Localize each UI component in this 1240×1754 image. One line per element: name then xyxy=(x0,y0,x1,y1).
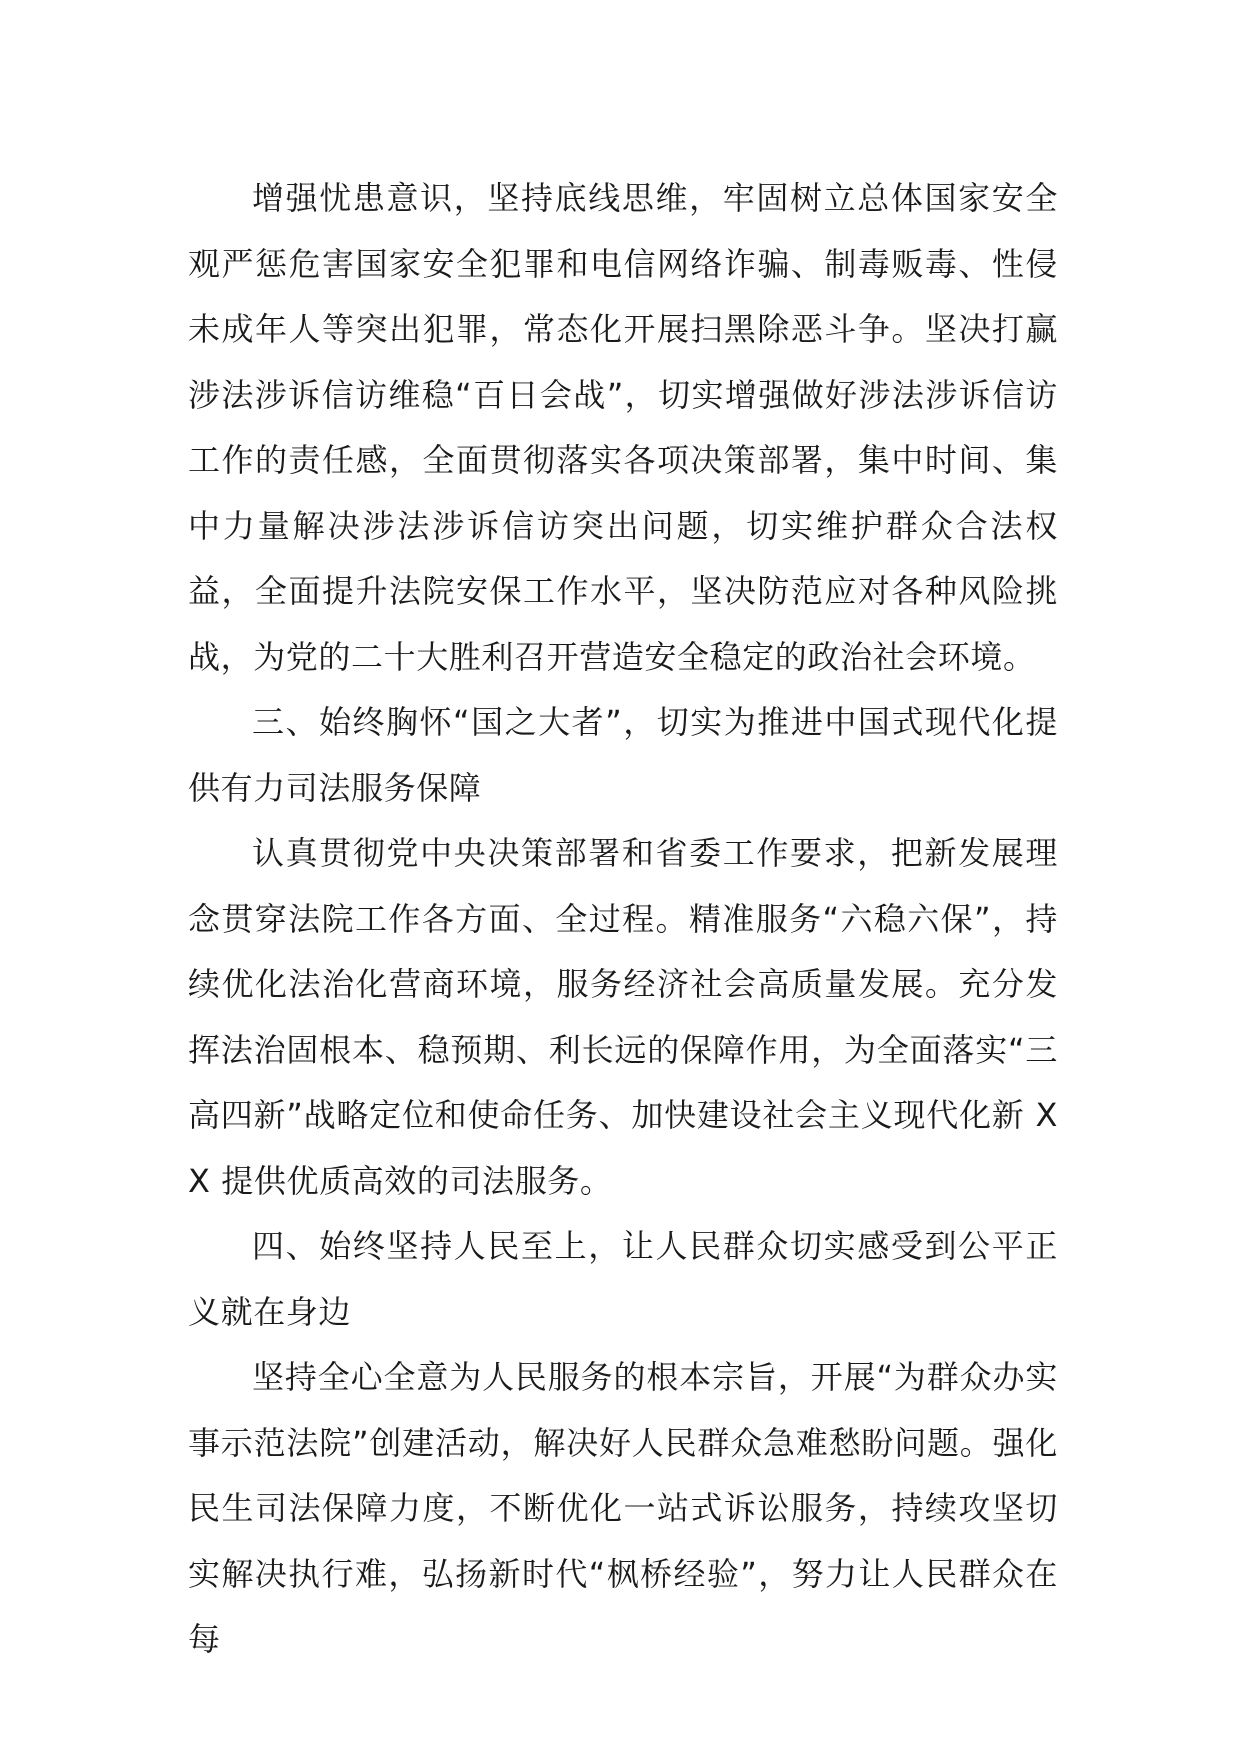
paragraph-people: 坚持全心全意为人民服务的根本宗旨，开展“为群众办实事示范法院”创建活动，解决好人民群众急难愁盼问题。强化民生司法保障力度，不断优化一站式诉讼服务，持续攻坚切实解决执行难，弘扬新时代“枫桥经验”，努力让人民群众在每 xyxy=(188,1358,1058,1658)
paragraph-development: 认真贯彻党中央决策部署和省委工作要求，把新发展理念贯穿法院工作各方面、全过程。精准服务“六稳六保”，持续优化法治化营商环境，服务经济社会高质量发展。充分发挥法治固根本、稳预期、利长远的保障作用，为全面落实“三高四新”战略定位和使命任务、加快建设社会主义现代化新 XX 提供优质高效的司法服务。 xyxy=(188,834,1058,1200)
paragraph-security: 增强忧患意识，坚持底线思维，牢固树立总体国家安全观严惩危害国家安全犯罪和电信网络诈骗、制毒贩毒、性侵未成年人等突出犯罪，常态化开展扫黑除恶斗争。坚决打赢涉法涉诉信访维稳“百日会战”，切实增强做好涉法涉诉信访工作的责任感，全面贯彻落实各项决策部署，集中时间、集中力量解决涉法涉诉信访突出问题，切实维护群众合法权益，全面提升法院安保工作水平，坚决防范应对各种风险挑战，为党的二十大胜利召开营造安全稳定的政治社会环境。 xyxy=(188,179,1058,676)
heading-section-four: 四、始终坚持人民至上，让人民群众切实感受到公平正义就在身边 xyxy=(188,1227,1058,1331)
heading-section-three: 三、始终胸怀“国之大者”，切实为推进中国式现代化提供有力司法服务保障 xyxy=(188,703,1058,807)
document-body xyxy=(188,166,1058,1673)
